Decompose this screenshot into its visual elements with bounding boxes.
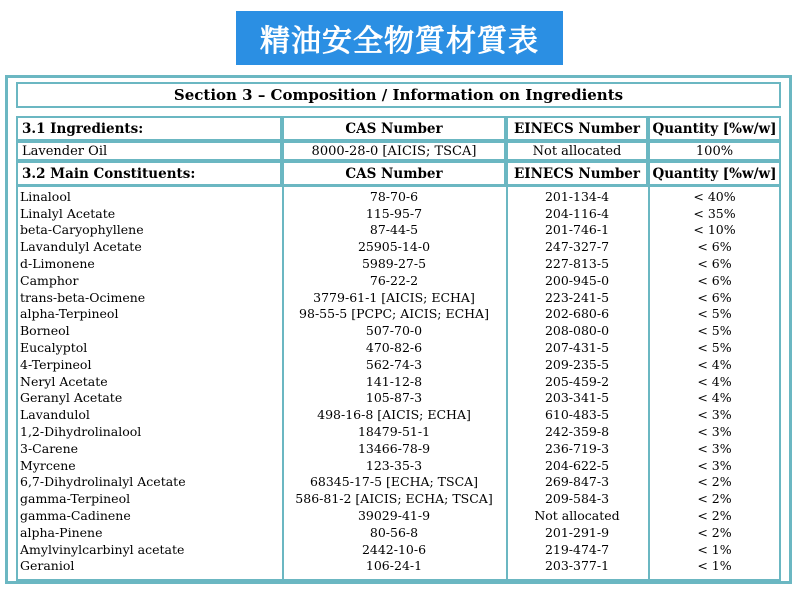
constituent-cas: 98-55-5 [PCPC; AICIS; ECHA]	[299, 306, 489, 322]
constituent-name: beta-Caryophyllene	[20, 222, 144, 238]
constituent-cas: 470-82-6	[365, 340, 423, 356]
table-row	[16, 205, 781, 222]
constituent-cas: 115-95-7	[365, 205, 423, 221]
cas-column-header: CAS Number	[282, 116, 506, 141]
constituent-einecs: 610-483-5	[544, 407, 610, 423]
constituent-name: d-Limonene	[20, 256, 95, 272]
table-row	[16, 272, 781, 289]
constituent-einecs: 204-116-4	[544, 205, 610, 221]
constituent-name: gamma-Terpineol	[20, 491, 131, 507]
constituent-cas: 80-56-8	[369, 524, 419, 540]
constituents-header-row	[16, 161, 781, 186]
constituent-name: 1,2-Dihydrolinalool	[20, 424, 142, 440]
table-row	[16, 306, 781, 323]
ingredients-header-row	[16, 116, 781, 141]
constituent-cas: 105-87-3	[365, 390, 423, 406]
constituent-cas: 5989-27-5	[361, 256, 427, 272]
constituent-einecs: 204-622-5	[544, 457, 610, 473]
constituent-name: Linalool	[20, 188, 71, 204]
constituent-cas: 18479-51-1	[357, 424, 431, 440]
constituent-name: Linalyl Acetate	[20, 205, 116, 221]
table-row	[16, 457, 781, 474]
constituent-name: Lavandulyl Acetate	[20, 239, 142, 255]
constituent-einecs: 202-680-6	[544, 306, 610, 322]
constituent-einecs: 201-746-1	[544, 222, 610, 238]
ingredient-einecs: Not allocated	[506, 141, 648, 161]
table-row	[16, 222, 781, 239]
cas-column-header: CAS Number	[282, 161, 506, 186]
constituent-einecs: 236-719-3	[544, 440, 610, 456]
constituent-cas: 87-44-5	[369, 222, 419, 238]
constituent-quantity: < 35%	[693, 205, 736, 221]
table-row	[16, 440, 781, 457]
ingredient-cas: 8000-28-0 [AICIS; TSCA]	[282, 141, 506, 161]
constituent-quantity: < 6%	[697, 239, 732, 255]
constituent-cas: 498-16-8 [AICIS; ECHA]	[317, 407, 471, 423]
constituent-einecs: 209-235-5	[544, 356, 610, 372]
page-title-banner: 精油安全物質材質表	[236, 11, 563, 65]
constituent-einecs: 201-134-4	[544, 188, 610, 204]
constituent-einecs: 203-341-5	[544, 390, 610, 406]
constituent-quantity: < 3%	[697, 457, 732, 473]
quantity-column-header: Quantity [%w/w]	[648, 116, 781, 141]
constituent-name: Borneol	[20, 323, 70, 339]
table-row	[16, 356, 781, 373]
einecs-column-header: EINECS Number	[506, 161, 648, 186]
constituent-quantity: < 4%	[697, 356, 732, 372]
ingredient-row	[16, 141, 781, 161]
constituent-quantity: < 40%	[693, 188, 736, 204]
table-row	[16, 390, 781, 407]
constituent-quantity: < 6%	[697, 272, 732, 288]
constituent-name: alpha-Pinene	[20, 524, 103, 540]
table-row	[16, 507, 781, 524]
constituent-name: Geraniol	[20, 558, 75, 574]
constituent-quantity: < 10%	[693, 222, 736, 238]
constituent-quantity: < 2%	[697, 508, 732, 524]
constituent-cas: 68345-17-5 [ECHA; TSCA]	[309, 474, 479, 490]
table-row	[16, 524, 781, 541]
table-row	[16, 490, 781, 507]
constituent-name: Eucalyptol	[20, 340, 88, 356]
constituent-einecs: 201-291-9	[544, 524, 610, 540]
table-row	[16, 322, 781, 339]
constituent-quantity: < 5%	[697, 323, 732, 339]
constituent-einecs: 209-584-3	[544, 491, 610, 507]
constituent-einecs: Not allocated	[534, 508, 620, 524]
constituent-einecs: 219-474-7	[544, 541, 610, 557]
constituent-quantity: < 5%	[697, 306, 732, 322]
constituent-name: trans-beta-Ocimene	[20, 289, 146, 305]
constituent-quantity: < 4%	[697, 390, 732, 406]
constituent-cas: 13466-78-9	[357, 440, 431, 456]
constituent-cas: 123-35-3	[365, 457, 423, 473]
constituent-quantity: < 2%	[697, 474, 732, 490]
constituent-name: Camphor	[20, 272, 79, 288]
constituent-einecs: 227-813-5	[544, 256, 610, 272]
einecs-column-header: EINECS Number	[506, 116, 648, 141]
constituent-name: Geranyl Acetate	[20, 390, 123, 406]
constituent-einecs: 208-080-0	[544, 323, 610, 339]
constituent-quantity: < 1%	[697, 558, 732, 574]
constituent-einecs: 200-945-0	[544, 272, 610, 288]
constituent-quantity: < 6%	[697, 289, 732, 305]
constituent-einecs: 203-377-1	[544, 558, 610, 574]
constituent-cas: 2442-10-6	[361, 541, 427, 557]
table-row	[16, 558, 781, 575]
constituent-quantity: < 3%	[697, 440, 732, 456]
constituent-name: Amylvinylcarbinyl acetate	[20, 541, 185, 557]
constituent-quantity: < 3%	[697, 407, 732, 423]
constituent-name: 3-Carene	[20, 440, 79, 456]
ingredients-label: 3.1 Ingredients:	[16, 116, 282, 141]
constituent-cas: 141-12-8	[365, 373, 423, 389]
constituent-quantity: < 1%	[697, 541, 732, 557]
constituents-label: 3.2 Main Constituents:	[16, 161, 282, 186]
constituent-name: Neryl Acetate	[20, 373, 108, 389]
constituent-einecs: 205-459-2	[544, 373, 610, 389]
constituent-cas: 39029-41-9	[357, 508, 431, 524]
table-row	[16, 423, 781, 440]
constituent-cas: 25905-14-0	[357, 239, 431, 255]
constituent-cas: 3779-61-1 [AICIS; ECHA]	[313, 289, 475, 305]
constituent-quantity: < 3%	[697, 424, 732, 440]
table-row	[16, 373, 781, 390]
constituent-einecs: 247-327-7	[544, 239, 610, 255]
table-row	[16, 188, 781, 205]
quantity-column-header: Quantity [%w/w]	[648, 161, 781, 186]
constituent-name: 4-Terpineol	[20, 356, 92, 372]
constituent-einecs: 242-359-8	[544, 424, 610, 440]
constituent-einecs: 223-241-5	[544, 289, 610, 305]
constituent-name: gamma-Cadinene	[20, 508, 131, 524]
constituent-quantity: < 2%	[697, 491, 732, 507]
constituent-cas: 562-74-3	[365, 356, 423, 372]
constituent-cas: 78-70-6	[369, 188, 419, 204]
ingredient-quantity: 100%	[648, 141, 781, 161]
constituent-name: alpha-Terpineol	[20, 306, 119, 322]
constituent-name: Lavandulol	[20, 407, 90, 423]
constituent-name: Myrcene	[20, 457, 76, 473]
section-title: Section 3 – Composition / Information on Ingredients	[16, 82, 781, 108]
constituent-cas: 106-24-1	[365, 558, 423, 574]
table-row	[16, 541, 781, 558]
constituent-quantity: < 6%	[697, 256, 732, 272]
constituent-name: 6,7-Dihydrolinalyl Acetate	[20, 474, 186, 490]
constituent-quantity: < 5%	[697, 340, 732, 356]
table-row	[16, 255, 781, 272]
constituent-einecs: 207-431-5	[544, 340, 610, 356]
table-row	[16, 406, 781, 423]
table-row	[16, 289, 781, 306]
constituent-quantity: < 4%	[697, 373, 732, 389]
table-row	[16, 238, 781, 255]
constituent-cas: 586-81-2 [AICIS; ECHA; TSCA]	[295, 491, 493, 507]
table-row	[16, 339, 781, 356]
ingredient-name: Lavender Oil	[16, 141, 282, 161]
constituent-cas: 76-22-2	[369, 272, 419, 288]
table-row	[16, 474, 781, 491]
constituent-einecs: 269-847-3	[544, 474, 610, 490]
constituent-quantity: < 2%	[697, 524, 732, 540]
composition-table	[5, 75, 792, 584]
constituent-cas: 507-70-0	[365, 323, 423, 339]
